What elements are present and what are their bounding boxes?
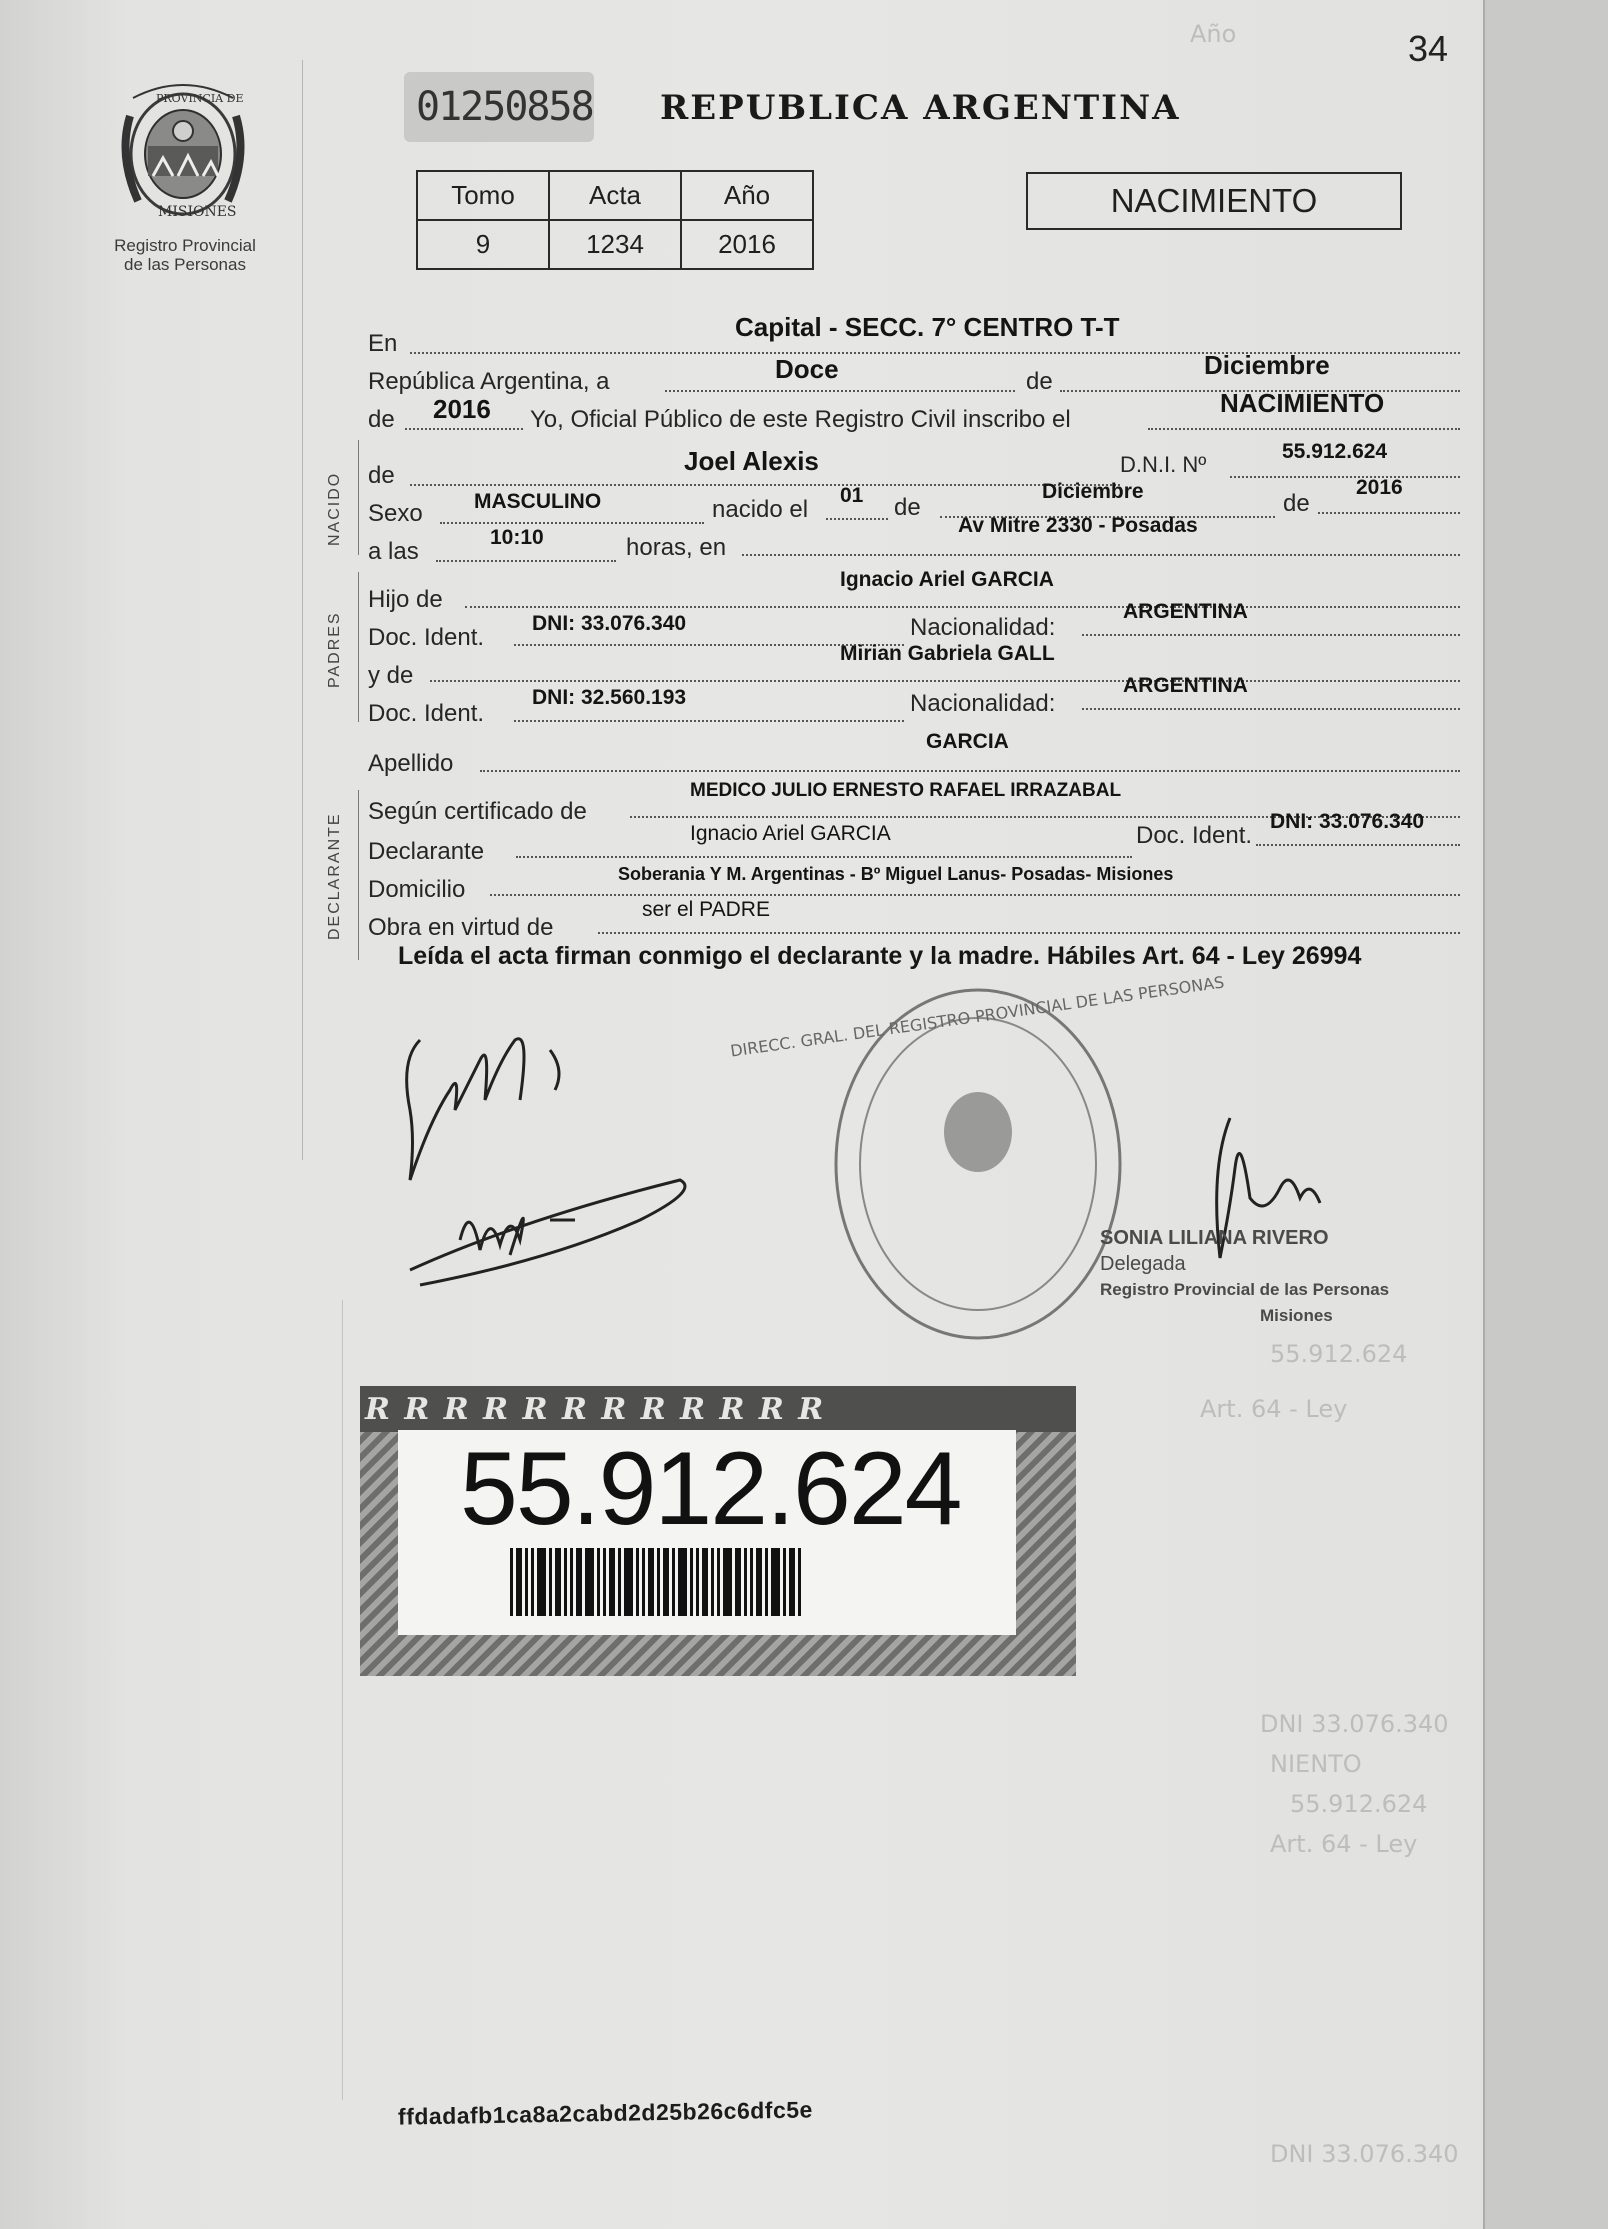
show-through: DNI 33.076.340 xyxy=(1260,1710,1449,1738)
label-doc-ident: Doc. Ident. xyxy=(1136,822,1253,849)
given-names-value: Joel Alexis xyxy=(684,446,819,476)
dotted-line xyxy=(405,428,523,430)
official-title: Delegada xyxy=(1100,1253,1186,1275)
barcode-bar xyxy=(717,1548,720,1616)
margin-line xyxy=(302,60,303,1160)
dotted-line xyxy=(465,606,1460,608)
barcode-bar xyxy=(618,1548,621,1616)
barcode-bar xyxy=(771,1548,780,1616)
section-label-nacido: NACIDO xyxy=(326,471,343,546)
margin-line xyxy=(342,1300,343,2100)
mother-signature-icon xyxy=(400,1160,720,1290)
dni-value: 55.912.624 xyxy=(1282,440,1388,463)
tomo-header: Tomo xyxy=(417,171,549,220)
official-province: Misiones xyxy=(1260,1306,1333,1325)
dotted-line xyxy=(436,560,616,562)
office-line: Registro Provincial xyxy=(114,236,256,255)
certificate-by-value: MEDICO JULIO ERNESTO RAFAEL IRRAZABAL xyxy=(690,780,1122,801)
barcode-bar xyxy=(756,1548,762,1616)
svg-text:DIRECC. GRAL. DEL REGISTRO PRO: DIRECC. GRAL. DEL REGISTRO PROVINCIAL DE LAS PERSONAS xyxy=(729,972,1226,1061)
barcode-bar xyxy=(783,1548,786,1616)
show-through: DNI 33.076.340 xyxy=(1270,2140,1459,2168)
barcode-bars-icon xyxy=(510,1548,940,1616)
closing-statement: Leída el acta firman conmigo el declarante y la madre. Hábiles Art. 64 - Ley 26994 xyxy=(398,942,1362,970)
day-words-value: Doce xyxy=(775,354,839,384)
label-horas-en: horas, en xyxy=(626,534,727,561)
label-declarante: Declarante xyxy=(368,838,485,865)
serial-number: 01250858 xyxy=(416,84,593,130)
dotted-line xyxy=(410,484,1120,486)
month-value: Diciembre xyxy=(1204,350,1330,380)
label-apellido: Apellido xyxy=(368,750,454,777)
dotted-line xyxy=(480,770,1460,772)
registered-event-value: NACIMIENTO xyxy=(1220,388,1385,418)
dotted-line xyxy=(1256,844,1460,846)
show-through: Art. 64 - Ley xyxy=(1200,1395,1348,1423)
barcode-number: 55.912.624 xyxy=(460,1431,961,1547)
barcode-bar xyxy=(624,1548,633,1616)
label-nacido-el: nacido el xyxy=(712,496,809,523)
barcode-bar xyxy=(609,1548,615,1616)
declarant-doc-value: DNI: 33.076.340 xyxy=(1270,810,1425,833)
dotted-line xyxy=(1230,476,1460,478)
barcode-bar xyxy=(744,1548,747,1616)
show-through: 55.912.624 xyxy=(1270,1340,1408,1368)
barcode-bar xyxy=(789,1548,795,1616)
label-en: En xyxy=(368,330,398,357)
birth-place-value: Av Mitre 2330 - Posadas xyxy=(958,514,1198,537)
label-hijo-de: Hijo de xyxy=(368,586,443,613)
barcode-bar xyxy=(798,1548,801,1616)
anio-value: 2016 xyxy=(681,220,813,269)
label-doc-ident: Doc. Ident. xyxy=(368,624,485,651)
security-letter: R xyxy=(680,1392,706,1427)
birth-time-value: 10:10 xyxy=(490,526,544,549)
page-edge-line xyxy=(1483,0,1485,2229)
registry-table xyxy=(416,170,814,270)
label-obra-en-virtud: Obra en virtud de xyxy=(368,914,554,941)
acta-header: Acta xyxy=(549,171,681,220)
barcode-bar xyxy=(570,1548,573,1616)
barcode-bar xyxy=(765,1548,768,1616)
label-de: de xyxy=(1026,368,1053,395)
barcode-bar xyxy=(642,1548,645,1616)
label-republica: República Argentina, a xyxy=(368,368,610,395)
barcode-bar xyxy=(531,1548,534,1616)
dotted-line xyxy=(1082,708,1460,710)
dotted-line xyxy=(514,720,904,722)
birth-month-value: Diciembre xyxy=(1042,480,1144,503)
label-segun-certificado: Según certificado de xyxy=(368,798,587,825)
show-through: Art. 64 - Ley xyxy=(1270,1830,1418,1858)
label-y-de: y de xyxy=(368,662,414,689)
dotted-line xyxy=(742,554,1460,556)
barcode-bar xyxy=(555,1548,561,1616)
barcode-security-strip xyxy=(360,1386,1076,1432)
label-de: de xyxy=(894,494,921,521)
section-label-padres: PADRES xyxy=(326,611,343,688)
barcode-bar xyxy=(525,1548,528,1616)
label-a-las: a las xyxy=(368,538,419,565)
security-letter: R xyxy=(365,1392,390,1427)
barcode-bar xyxy=(585,1548,594,1616)
serial-number-box xyxy=(404,72,594,142)
dotted-line xyxy=(1082,634,1460,636)
barcode-bar xyxy=(537,1548,546,1616)
birth-day-value: 01 xyxy=(840,484,864,507)
barcode-bar xyxy=(750,1548,753,1616)
dotted-line xyxy=(490,894,1460,896)
barcode-bar xyxy=(516,1548,522,1616)
barcode-bar xyxy=(549,1548,552,1616)
father-nationality-value: ARGENTINA xyxy=(1123,600,1248,623)
registry-header-row xyxy=(417,171,813,220)
in-virtue-of-value: ser el PADRE xyxy=(642,898,770,921)
official-name: SONIA LILIANA RIVERO xyxy=(1100,1227,1329,1249)
declarant-name-value: Ignacio Ariel GARCIA xyxy=(690,822,891,845)
barcode-bar xyxy=(702,1548,708,1616)
barcode-bar xyxy=(603,1548,606,1616)
address-value: Soberania Y M. Argentinas - Bº Miguel Lanus- Posadas- Misiones xyxy=(618,864,1174,884)
label-sexo: Sexo xyxy=(368,500,423,527)
barcode-bar xyxy=(663,1548,669,1616)
official-office: Registro Provincial de las Personas xyxy=(1100,1280,1390,1299)
dotted-line xyxy=(1318,512,1460,514)
barcode-bar xyxy=(672,1548,675,1616)
acta-value: 1234 xyxy=(549,220,681,269)
section-divider xyxy=(358,440,359,555)
label-de: de xyxy=(368,406,395,433)
registry-office-caption xyxy=(90,236,280,274)
barcode-bar xyxy=(696,1548,699,1616)
dotted-line xyxy=(440,522,704,524)
label-nacionalidad: Nacionalidad: xyxy=(910,690,1056,717)
barcode-bar xyxy=(597,1548,600,1616)
section-divider xyxy=(358,572,359,722)
year-value: 2016 xyxy=(433,394,491,424)
official-block xyxy=(1100,1225,1389,1329)
registry-value-row xyxy=(417,220,813,269)
barcode-bar xyxy=(690,1548,693,1616)
birth-year-value: 2016 xyxy=(1356,476,1403,499)
label-yo-oficial: Yo, Oficial Público de este Registro Civil inscribo el xyxy=(530,406,1071,433)
barcode-bar xyxy=(735,1548,741,1616)
dotted-line xyxy=(430,680,1460,682)
dotted-line xyxy=(598,932,1460,934)
place-value: Capital - SECC. 7° CENTRO T-T xyxy=(735,312,1120,342)
security-letter: R xyxy=(561,1392,587,1427)
label-nacionalidad: Nacionalidad: xyxy=(910,614,1056,641)
security-letter: R xyxy=(601,1392,627,1427)
svg-text:PROVINCIA DE: PROVINCIA DE xyxy=(156,92,244,105)
security-letter: R xyxy=(640,1392,666,1427)
label-de: de xyxy=(368,462,395,489)
barcode-bar xyxy=(576,1548,582,1616)
security-letter: R xyxy=(443,1392,469,1427)
dotted-line xyxy=(516,856,1132,858)
show-through: NIENTO xyxy=(1270,1750,1362,1778)
surname-value: GARCIA xyxy=(926,730,1009,753)
barcode-bar xyxy=(657,1548,660,1616)
barcode-bar xyxy=(678,1548,687,1616)
mother-doc-value: DNI: 32.560.193 xyxy=(532,686,687,709)
office-line: de las Personas xyxy=(124,255,246,274)
label-dni: D.N.I. Nº xyxy=(1120,452,1207,477)
page-number: 34 xyxy=(1408,28,1449,69)
barcode-bar xyxy=(510,1548,513,1616)
mother-nationality-value: ARGENTINA xyxy=(1123,674,1248,697)
page-edge xyxy=(1485,0,1608,2229)
record-type: NACIMIENTO xyxy=(1026,172,1402,230)
barcode-bar xyxy=(723,1548,732,1616)
barcode-bar xyxy=(564,1548,567,1616)
label-domicilio: Domicilio xyxy=(368,876,466,903)
sex-value: MASCULINO xyxy=(474,490,602,513)
show-through: 55.912.624 xyxy=(1290,1790,1428,1818)
dotted-line xyxy=(826,518,888,520)
anio-header: Año xyxy=(681,171,813,220)
mother-name-value: Mirian Gabriela GALL xyxy=(840,642,1055,665)
barcode-bar xyxy=(648,1548,654,1616)
security-letter: R xyxy=(719,1392,745,1427)
country-title: REPUBLICA ARGENTINA xyxy=(660,88,1181,128)
svg-text:MISIONES: MISIONES xyxy=(158,204,237,220)
security-letter: R xyxy=(522,1392,548,1427)
barcode-bar xyxy=(636,1548,639,1616)
father-name-value: Ignacio Ariel GARCIA xyxy=(840,568,1054,591)
dotted-line xyxy=(1148,428,1460,430)
security-letter: R xyxy=(758,1392,784,1427)
tomo-value: 9 xyxy=(417,220,549,269)
dotted-line xyxy=(665,390,1015,392)
father-doc-value: DNI: 33.076.340 xyxy=(532,612,687,635)
security-letter: R xyxy=(404,1392,430,1427)
barcode-bar xyxy=(711,1548,714,1616)
misiones-seal-icon xyxy=(108,76,258,226)
section-label-declarante: DECLARANTE xyxy=(326,812,343,940)
label-doc-ident: Doc. Ident. xyxy=(368,700,485,727)
show-through: Año xyxy=(1190,20,1237,48)
document-hash: ffdadafb1ca8a2cabd2d25b26c6dfc5e xyxy=(397,2096,814,2130)
security-letter: R xyxy=(483,1392,509,1427)
security-letter: R xyxy=(798,1392,824,1427)
label-de: de xyxy=(1283,490,1310,517)
section-divider xyxy=(358,790,359,960)
